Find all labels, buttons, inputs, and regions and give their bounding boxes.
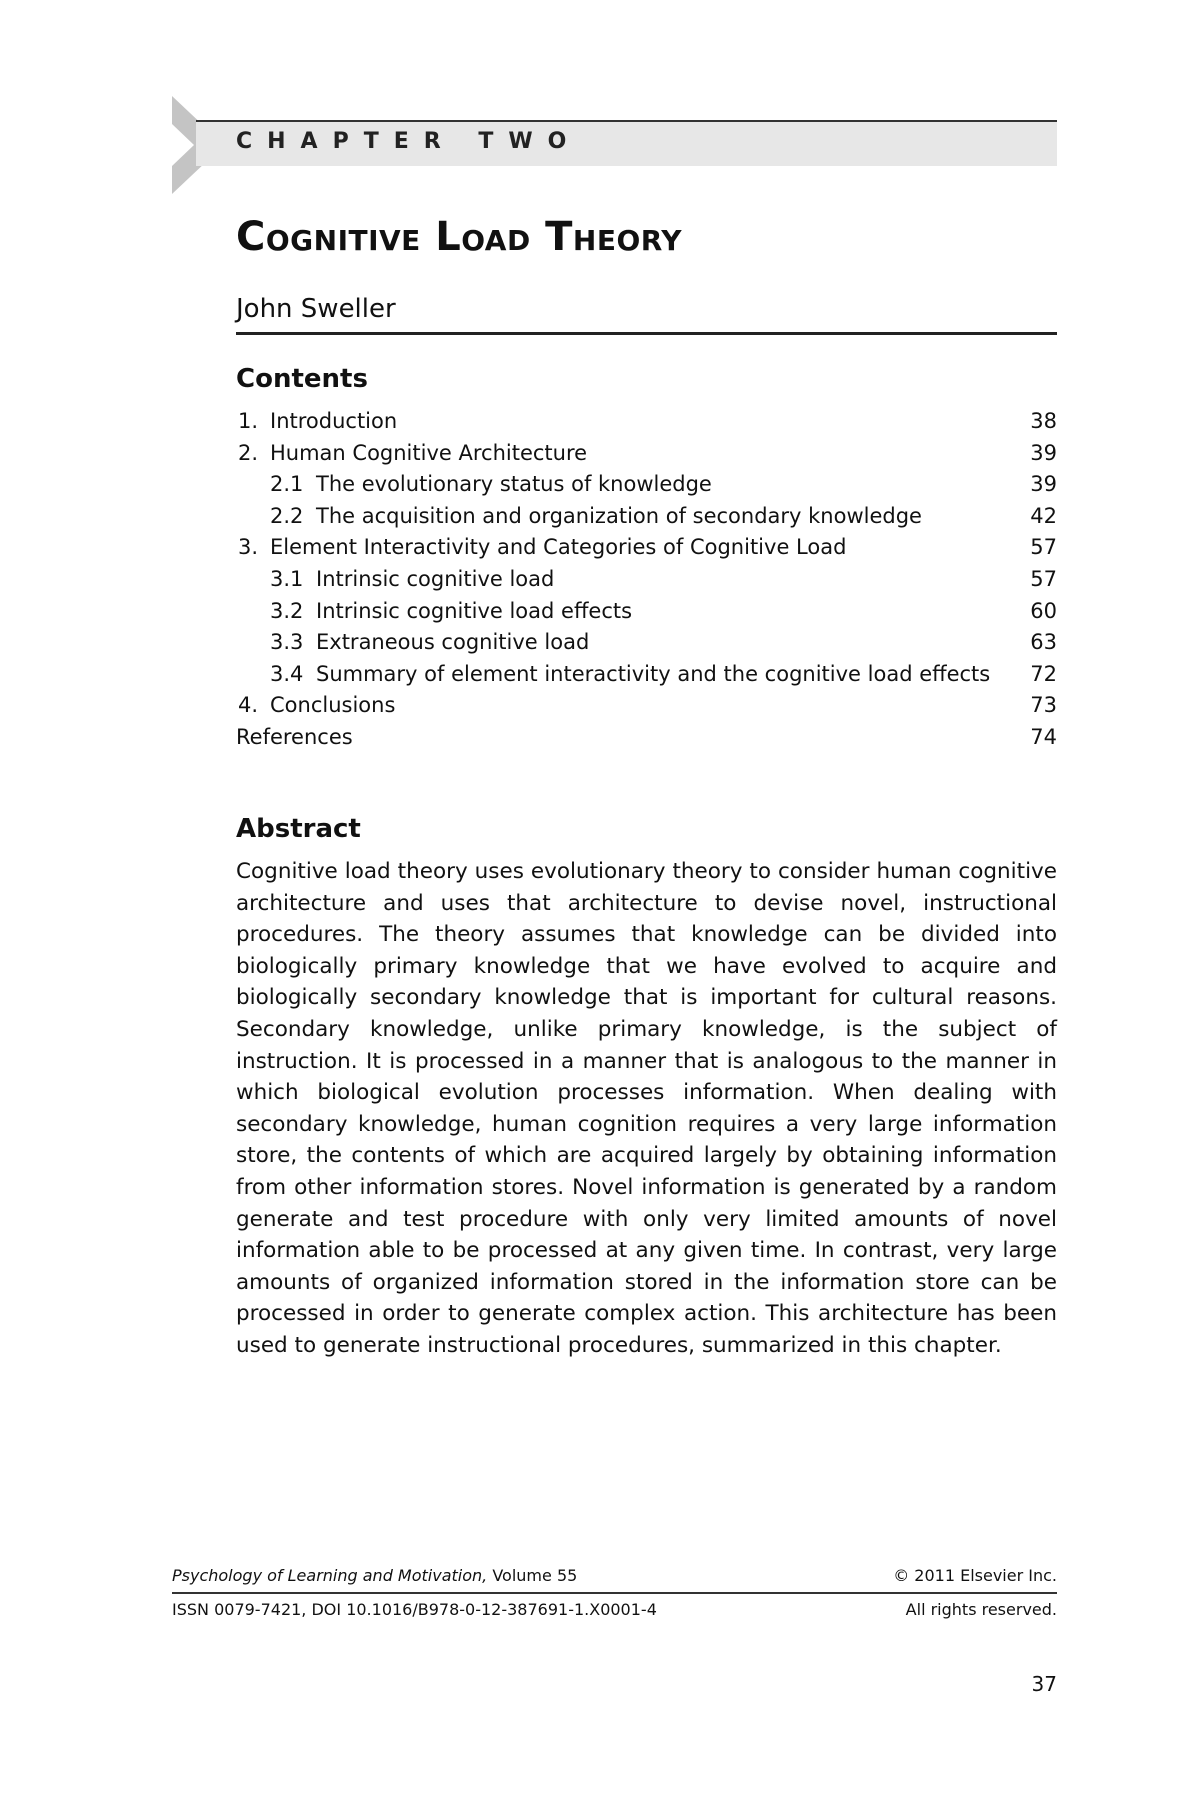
footer-journal	[172, 1566, 577, 1585]
toc-entry-title: Element Interactivity and Categories of Cognitive Load	[270, 535, 847, 560]
toc-entry-page: 57	[1030, 535, 1057, 560]
author-name: John Sweller	[236, 294, 396, 324]
toc-entry[interactable]	[236, 722, 1057, 754]
toc-entry-title: Human Cognitive Architecture	[270, 440, 588, 465]
toc-entry[interactable]	[236, 406, 1057, 438]
toc-entry-title: Summary of element interactivity and the cognitive load effects	[316, 661, 991, 686]
toc-entry-number: 3.	[238, 535, 259, 560]
toc-entry-number: 3.1	[270, 566, 304, 591]
toc-entry-title: Intrinsic cognitive load effects	[316, 598, 633, 623]
footer-rights: All rights reserved.	[905, 1600, 1057, 1619]
chapter-label: CHAPTER TWO	[236, 129, 582, 154]
toc-subentry[interactable]	[236, 469, 1057, 501]
toc-entry-title: The evolutionary status of knowledge	[316, 472, 712, 497]
toc-entry-number: 3.2	[270, 598, 304, 623]
table-of-contents	[236, 406, 1057, 754]
toc-entry-page: 74	[1030, 724, 1057, 749]
abstract-heading: Abstract	[236, 814, 361, 844]
toc-entry-page: 42	[1030, 503, 1057, 528]
toc-entry-number: 2.1	[270, 472, 304, 497]
author-divider	[236, 332, 1057, 335]
toc-entry-number: 2.	[238, 440, 259, 465]
toc-entry-page: 60	[1030, 598, 1057, 623]
toc-entry-number: 4.	[238, 693, 259, 718]
toc-entry-number: 1.	[238, 409, 259, 433]
toc-entry[interactable]	[236, 532, 1057, 564]
toc-entry-title: The acquisition and organization of secondary knowledge	[316, 503, 922, 528]
toc-entry-page: 57	[1030, 566, 1057, 591]
contents-heading: Contents	[236, 364, 368, 394]
toc-entry-title: Conclusions	[270, 693, 396, 718]
toc-entry-page: 73	[1030, 693, 1057, 718]
toc-entry-title: Introduction	[270, 409, 398, 433]
journal-name: Psychology of Learning and Motivation,	[172, 1566, 488, 1585]
page-number: 37	[1031, 1672, 1057, 1696]
toc-subentry[interactable]	[236, 564, 1057, 596]
toc-entry-page: 39	[1030, 440, 1057, 465]
toc-entry-number: 2.2	[270, 503, 304, 528]
footer-divider	[172, 1592, 1057, 1594]
toc-entry-number: 3.3	[270, 630, 304, 655]
toc-subentry[interactable]	[236, 627, 1057, 659]
toc-entry-number: 3.4	[270, 661, 304, 686]
toc-entry-page: 72	[1030, 661, 1057, 686]
toc-entry[interactable]	[236, 438, 1057, 470]
toc-entry[interactable]	[236, 690, 1057, 722]
toc-entry-title: Intrinsic cognitive load	[316, 566, 555, 591]
toc-entry-page: 63	[1030, 630, 1057, 655]
journal-volume: Volume 55	[492, 1566, 578, 1585]
toc-subentry[interactable]	[236, 659, 1057, 691]
footer-issn-doi: ISSN 0079-7421, DOI 10.1016/B978-0-12-387691-1.X0001-4	[172, 1600, 657, 1619]
toc-entry-page: 39	[1030, 472, 1057, 497]
toc-entry-page: 38	[1030, 409, 1057, 433]
toc-entry-title: References	[236, 724, 353, 749]
footer-copyright: © 2011 Elsevier Inc.	[893, 1566, 1057, 1585]
toc-subentry[interactable]	[236, 501, 1057, 533]
toc-entry-title: Extraneous cognitive load	[316, 630, 590, 655]
chapter-title: Cognitive Load Theory	[236, 214, 683, 260]
toc-subentry[interactable]	[236, 596, 1057, 628]
abstract-body: Cognitive load theory uses evolutionary theory to consider human cognitive architecture and uses that architecture to devise novel, instructional procedures. The theory assumes that knowledge can be divided into biologically primary knowledge that we have evolved to acquire and biologically secondary knowledge that is important for cultural reasons. Secondary knowledge, unlike primary knowledge, is the subject of instruction. It is processed in a manner that is analogous to the manner in which biological evolution processes information. When dealing with secondary knowledge, human cognition requires a very large information store, the contents of which are acquired largely by obtaining information from other information stores. Novel information is generated by a random generate and test procedure with only very limited amounts of novel information able to be processed at any given time. In contrast, very large amounts of organized information stored in the information store can be processed in order to generate complex action. This architecture has been used to generate instructional procedures, summarized in this chapter.	[236, 859, 1057, 1358]
